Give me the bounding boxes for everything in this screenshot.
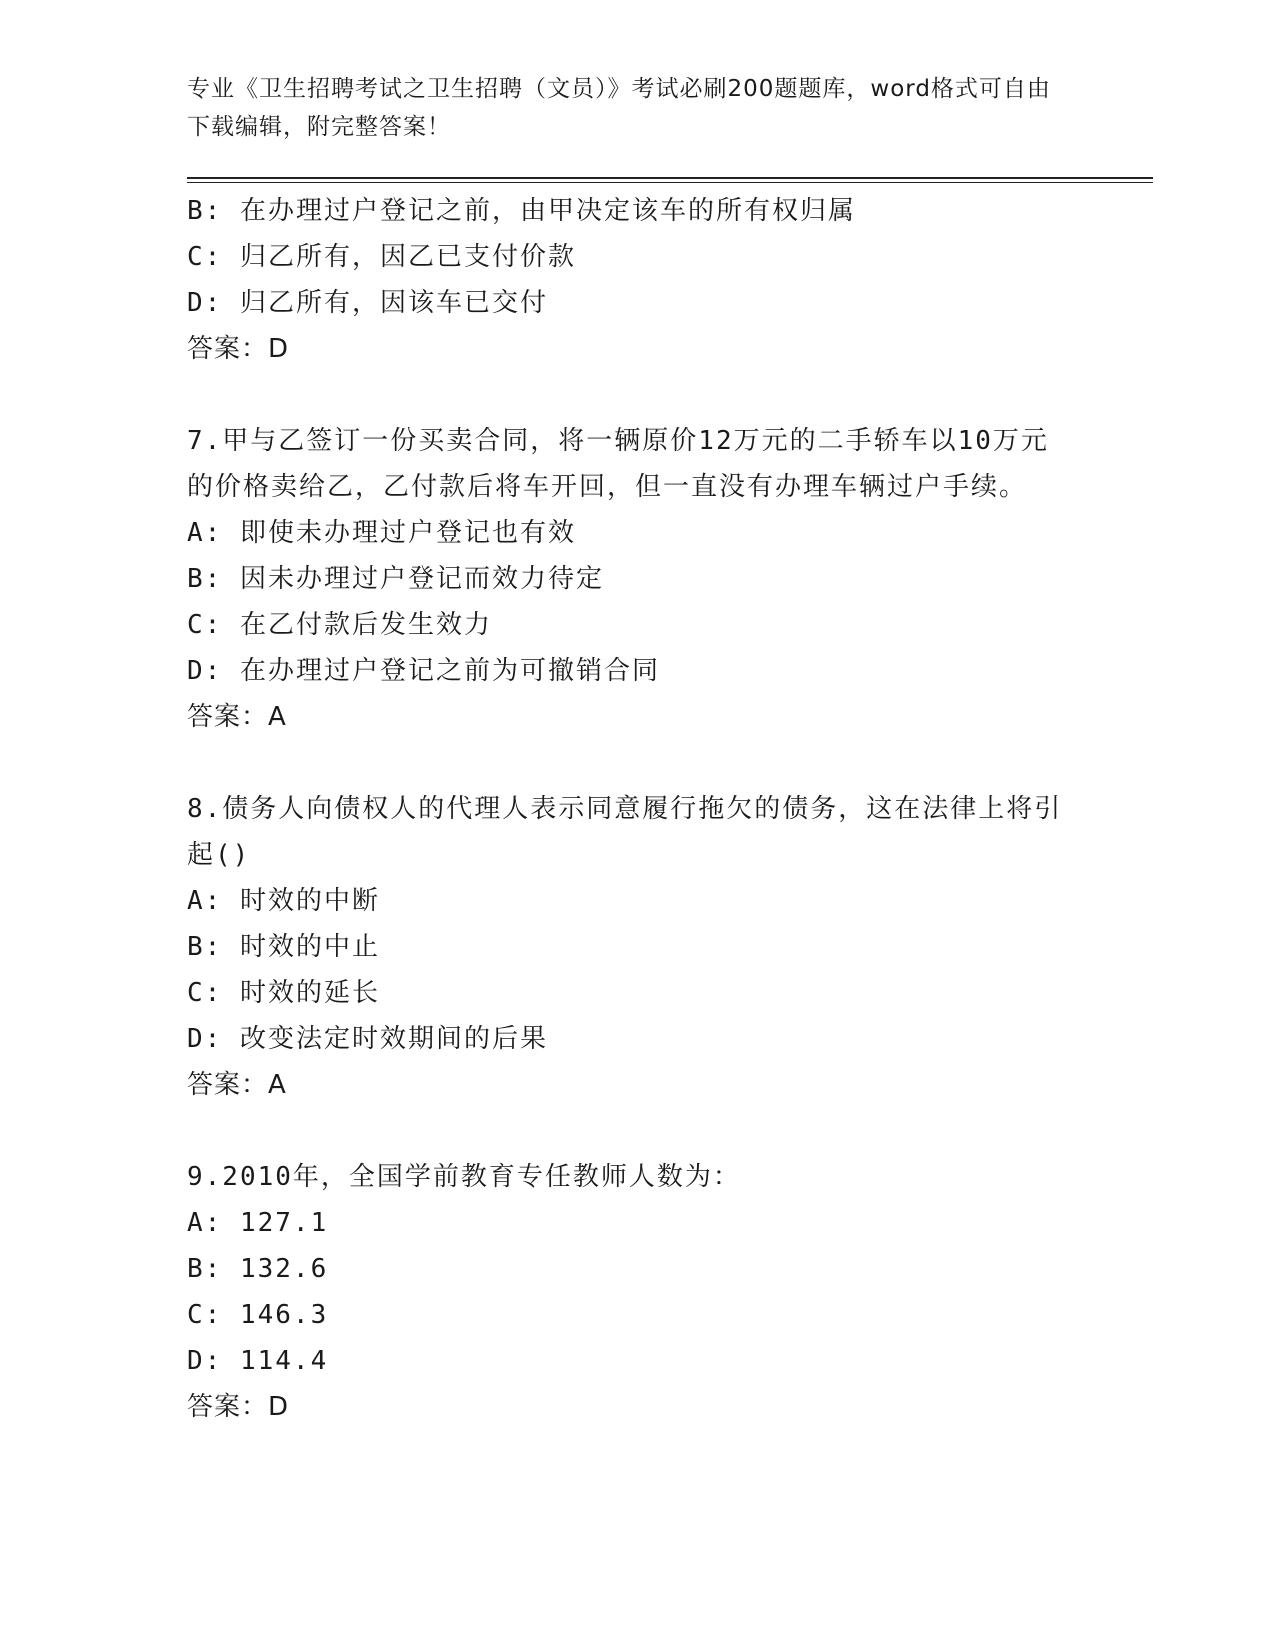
answer: 答案：A bbox=[187, 702, 287, 732]
question-7 bbox=[187, 418, 1067, 740]
document-header: 专业《卫生招聘考试之卫生招聘（文员）》考试必刷200题题库，word格式可自由下载编辑，附完整答案！ bbox=[187, 76, 1051, 140]
answer: 答案：D bbox=[187, 1392, 290, 1422]
answer: 答案：D bbox=[187, 334, 290, 364]
option-b: B: 在办理过户登记之前，由甲决定该车的所有权归属 bbox=[187, 196, 856, 226]
question-text: 8.债务人向债权人的代理人表示同意履行拖欠的债务，这在法律上将引起() bbox=[187, 794, 1063, 870]
question-text: 7.甲与乙签订一份买卖合同，将一辆原价12万元的二手轿车以10万元的价格卖给乙，乙付款后将车开回，但一直没有办理车辆过户手续。 bbox=[187, 426, 1049, 502]
option-b: B: 132.6 bbox=[187, 1254, 329, 1284]
question-9 bbox=[187, 1154, 1067, 1430]
spacer bbox=[187, 1108, 1067, 1154]
option-b: B: 时效的中止 bbox=[187, 932, 380, 962]
option-d: D: 归乙所有，因该车已交付 bbox=[187, 288, 548, 318]
option-b: B: 因未办理过户登记而效力待定 bbox=[187, 564, 604, 594]
option-c: C: 时效的延长 bbox=[187, 978, 380, 1008]
question-8 bbox=[187, 786, 1067, 1108]
spacer bbox=[187, 372, 1067, 418]
option-a: A: 127.1 bbox=[187, 1208, 329, 1238]
option-c: C: 146.3 bbox=[187, 1300, 329, 1330]
answer: 答案：A bbox=[187, 1070, 287, 1100]
option-a: A: 即使未办理过户登记也有效 bbox=[187, 518, 576, 548]
spacer bbox=[187, 740, 1067, 786]
option-d: D: 在办理过户登记之前为可撤销合同 bbox=[187, 656, 660, 686]
option-a: A: 时效的中断 bbox=[187, 886, 380, 916]
question-text: 9.2010年，全国学前教育专任教师人数为： bbox=[187, 1162, 741, 1192]
prev-question bbox=[187, 188, 1067, 372]
option-c: C: 归乙所有，因乙已支付价款 bbox=[187, 242, 576, 272]
header-rule-thick bbox=[187, 177, 1153, 179]
header-rule-thin bbox=[187, 182, 1153, 183]
option-d: D: 改变法定时效期间的后果 bbox=[187, 1024, 548, 1054]
option-d: D: 114.4 bbox=[187, 1346, 329, 1376]
option-c: C: 在乙付款后发生效力 bbox=[187, 610, 492, 640]
document-body bbox=[187, 188, 1067, 1430]
